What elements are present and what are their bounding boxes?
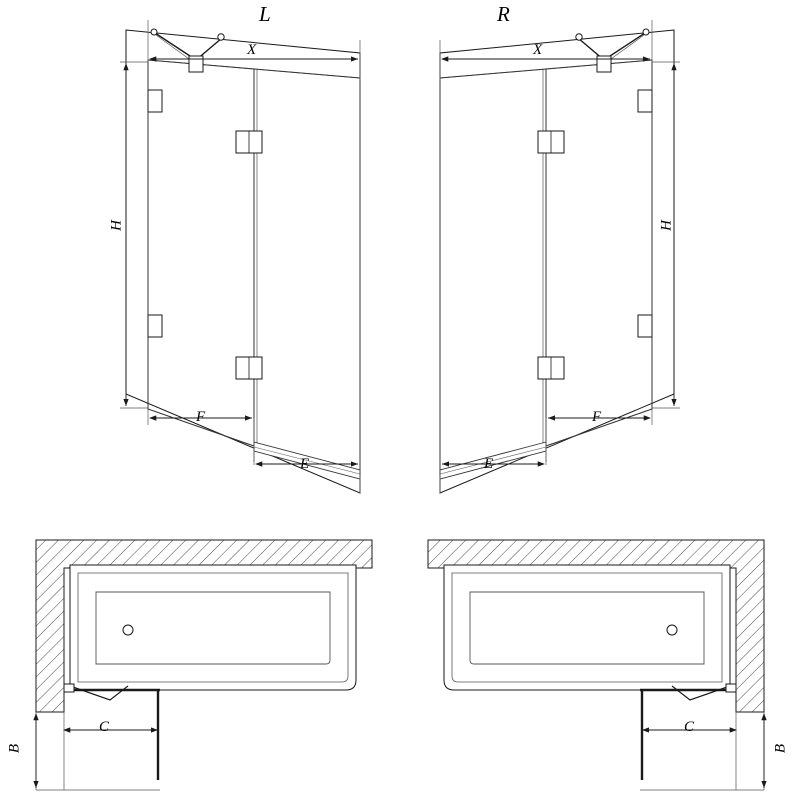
- dim-b-left: B: [6, 743, 23, 754]
- dim-x-right: X: [533, 42, 543, 58]
- dim-b-right: B: [772, 743, 789, 754]
- plan-right: [428, 540, 764, 790]
- dim-f-right: F: [592, 409, 602, 425]
- dim-c-right: C: [684, 719, 695, 735]
- dim-f-left: F: [196, 409, 206, 425]
- dim-e-right: E: [484, 456, 494, 472]
- dim-x-left: X: [247, 42, 257, 58]
- elevation-left: [120, 20, 360, 493]
- variant-label-right: R: [497, 2, 510, 26]
- dim-c-left: C: [99, 719, 110, 735]
- dim-e-left: E: [300, 456, 310, 472]
- dim-h-left: H: [108, 220, 125, 231]
- plan-left: [30, 540, 372, 790]
- elevation-right: [440, 20, 680, 493]
- dim-h-right: H: [658, 220, 675, 231]
- variant-label-left: L: [259, 2, 271, 26]
